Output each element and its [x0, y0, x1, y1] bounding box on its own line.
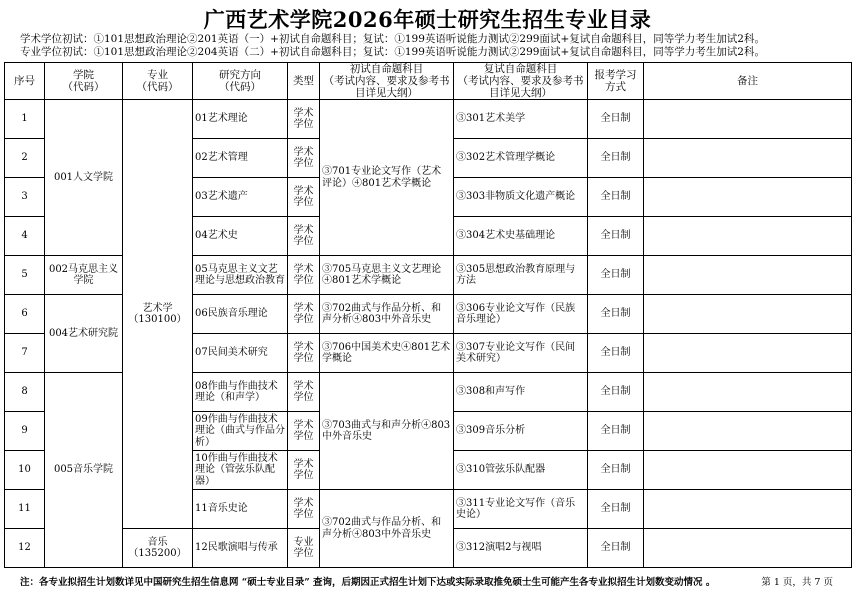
- type-cell: 学术学位: [288, 334, 320, 373]
- major-cell: 音乐 （135200）: [123, 529, 193, 568]
- study-mode-cell: 全日制: [588, 412, 644, 451]
- type-cell: 学术学位: [288, 100, 320, 139]
- direction-cell: 06民族音乐理论: [193, 295, 288, 334]
- direction-cell: 02艺术管理: [193, 139, 288, 178]
- study-mode-cell: 全日制: [588, 139, 644, 178]
- direction-cell: 08作曲与作曲技术理论（和声学）: [193, 373, 288, 412]
- study-mode-cell: 全日制: [588, 295, 644, 334]
- row-no: 1: [5, 100, 45, 139]
- initial-exam-cell: ③702曲式与作品分析、和声分析④803中外音乐史: [320, 490, 454, 568]
- retest-exam-cell: ③305思想政治教育原理与方法: [454, 256, 588, 295]
- row-no: 10: [5, 451, 45, 490]
- program-catalog-table: [4, 62, 852, 568]
- school-cell: 005音乐学院: [45, 373, 123, 568]
- type-cell: 学术学位: [288, 139, 320, 178]
- type-cell: 专业学位: [288, 529, 320, 568]
- remark-cell: [644, 529, 852, 568]
- header-no: 序号: [5, 63, 45, 100]
- direction-cell: 01艺术理论: [193, 100, 288, 139]
- retest-exam-cell: ③306专业论文写作（民族音乐理论）: [454, 295, 588, 334]
- study-mode-cell: 全日制: [588, 451, 644, 490]
- remark-cell: [644, 217, 852, 256]
- direction-cell: 05马克思主义文艺理论与思想政治教育: [193, 256, 288, 295]
- retest-exam-cell: ③310管弦乐队配器: [454, 451, 588, 490]
- retest-exam-cell: ③309音乐分析: [454, 412, 588, 451]
- row-no: 11: [5, 490, 45, 529]
- initial-exam-cell: ③705马克思主义文艺理论④801艺术学概论: [320, 256, 454, 295]
- study-mode-cell: 全日制: [588, 256, 644, 295]
- page-title: 广西艺术学院2026年硕士研究生招生专业目录: [203, 7, 652, 32]
- table-row: [5, 100, 852, 139]
- type-cell: 学术学位: [288, 178, 320, 217]
- header-direction: 研究方向 （代码）: [193, 63, 288, 100]
- retest-exam-cell: ③304艺术史基础理论: [454, 217, 588, 256]
- remark-cell: [644, 451, 852, 490]
- academic-degree-note: 学术学位初试：①101思想政治理论②201英语（一）+初试自命题科目；复试：①199英语听说能力测试②299面试+复试自命题科目，同等学力考生加试2科。: [20, 33, 765, 45]
- remark-cell: [644, 178, 852, 217]
- type-cell: 学术学位: [288, 451, 320, 490]
- initial-exam-cell: ③706中国美术史④801艺术学概论: [320, 334, 454, 373]
- type-cell: 学术学位: [288, 373, 320, 412]
- row-no: 12: [5, 529, 45, 568]
- study-mode-cell: 全日制: [588, 217, 644, 256]
- type-cell: 学术学位: [288, 295, 320, 334]
- header-major: 专业 （代码）: [123, 63, 193, 100]
- row-no: 2: [5, 139, 45, 178]
- table-header-row: [5, 63, 852, 100]
- footer-note: 注：各专业拟招生计划数详见中国研究生招生信息网 “硕士专业目录” 查询，后期因正式招生计划下达或实际录取推免硕士生可能产生各专业拟招生计划数变动情况 。: [20, 577, 716, 588]
- direction-cell: 03艺术遗产: [193, 178, 288, 217]
- retest-exam-cell: ③311专业论文写作（音乐史论）: [454, 490, 588, 529]
- direction-cell: 04艺术史: [193, 217, 288, 256]
- retest-exam-cell: ③303非物质文化遗产概论: [454, 178, 588, 217]
- study-mode-cell: 全日制: [588, 334, 644, 373]
- school-cell: 004艺术研究院: [45, 295, 123, 373]
- header-remark: 备注: [644, 63, 852, 100]
- major-cell: 艺术学 （130100）: [123, 100, 193, 529]
- row-no: 9: [5, 412, 45, 451]
- direction-cell: 07民间美术研究: [193, 334, 288, 373]
- type-cell: 学术学位: [288, 217, 320, 256]
- type-cell: 学术学位: [288, 256, 320, 295]
- row-no: 7: [5, 334, 45, 373]
- retest-exam-cell: ③307专业论文写作（民间美术研究）: [454, 334, 588, 373]
- study-mode-cell: 全日制: [588, 529, 644, 568]
- row-no: 8: [5, 373, 45, 412]
- row-no: 5: [5, 256, 45, 295]
- study-mode-cell: 全日制: [588, 178, 644, 217]
- header-study-mode: 报考学习 方式: [588, 63, 644, 100]
- initial-exam-cell: ③702曲式与作品分析、和声分析④803中外音乐史: [320, 295, 454, 334]
- professional-degree-note: 专业学位初试：①101思想政治理论②204英语（二）+初试自命题科目；复试：①199英语听说能力测试②299面试+复试自命题科目，同等学力考生加试2科。: [20, 46, 765, 58]
- row-no: 3: [5, 178, 45, 217]
- remark-cell: [644, 373, 852, 412]
- page-indicator: 第 1 页，共 7 页: [761, 577, 833, 588]
- row-no: 6: [5, 295, 45, 334]
- initial-exam-cell: ③703曲式与和声分析④803中外音乐史: [320, 373, 454, 490]
- direction-cell: 11音乐史论: [193, 490, 288, 529]
- remark-cell: [644, 295, 852, 334]
- retest-exam-cell: ③301艺术美学: [454, 100, 588, 139]
- direction-cell: 10作曲与作曲技术理论（管弦乐队配器）: [193, 451, 288, 490]
- remark-cell: [644, 100, 852, 139]
- direction-cell: 09作曲与作曲技术理论（曲式与作品分析）: [193, 412, 288, 451]
- header-retest-exam: 复试自命题科目 （考试内容、要求及参考书 目详见大纲）: [454, 63, 588, 100]
- type-cell: 学术学位: [288, 490, 320, 529]
- header-school: 学院 （代码）: [45, 63, 123, 100]
- study-mode-cell: 全日制: [588, 490, 644, 529]
- initial-exam-cell: ③701专业论文写作（艺术评论）④801艺术学概论: [320, 100, 454, 256]
- study-mode-cell: 全日制: [588, 100, 644, 139]
- remark-cell: [644, 490, 852, 529]
- retest-exam-cell: ③308和声写作: [454, 373, 588, 412]
- school-cell: 002马克思主义学院: [45, 256, 123, 295]
- retest-exam-cell: ③302艺术管理学概论: [454, 139, 588, 178]
- direction-cell: 12民歌演唱与传承: [193, 529, 288, 568]
- remark-cell: [644, 334, 852, 373]
- school-cell: 001人文学院: [45, 100, 123, 256]
- header-type: 类型: [288, 63, 320, 100]
- type-cell: 学术学位: [288, 412, 320, 451]
- study-mode-cell: 全日制: [588, 373, 644, 412]
- retest-exam-cell: ③312演唱2与视唱: [454, 529, 588, 568]
- remark-cell: [644, 139, 852, 178]
- row-no: 4: [5, 217, 45, 256]
- remark-cell: [644, 412, 852, 451]
- header-initial-exam: 初试自命题科目 （考试内容、要求及参考书 目详见大纲）: [320, 63, 454, 100]
- remark-cell: [644, 256, 852, 295]
